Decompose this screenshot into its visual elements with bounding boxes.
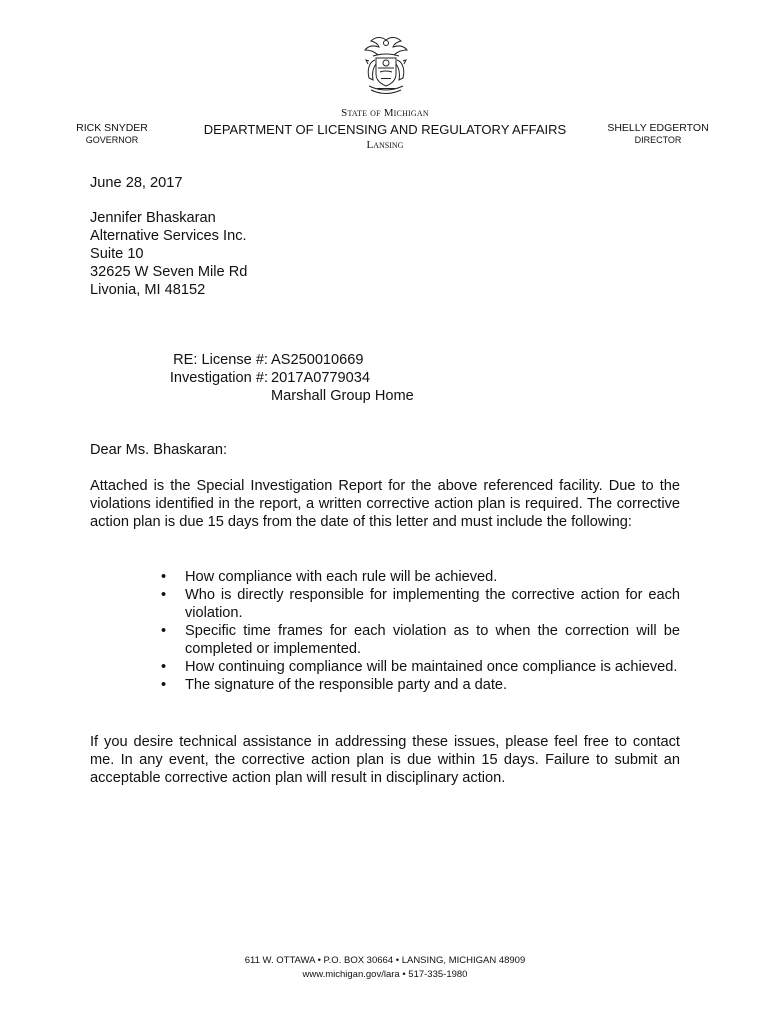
governor-title: GOVERNOR <box>85 135 139 145</box>
list-item <box>158 568 680 586</box>
body-paragraph-1: Attached is the Special Investigation Report for the above referenced facility. Due to the violations identified in the report, a written corrective action plan is required. The corrective action plan is due 15 days from the date of this letter and must include the following: <box>90 478 680 530</box>
director-block <box>604 122 712 145</box>
letterhead-department: DEPARTMENT OF LICENSING AND REGULATORY AFFAIRS <box>203 122 567 137</box>
footer-address: 611 W. OTTAWA • P.O. BOX 30664 • LANSING, MICHIGAN 48909 <box>244 955 526 966</box>
facility-name: Marshall Group Home <box>271 388 414 404</box>
governor-block <box>70 122 154 145</box>
letterhead-state: State of Michigan <box>341 107 429 119</box>
list-item <box>158 586 680 622</box>
facility-label-spacer <box>138 387 268 405</box>
requirements-list <box>158 568 680 694</box>
recipient-name: Jennifer Bhaskaran <box>90 210 216 226</box>
investigation-number: 2017A0779034 <box>271 370 371 386</box>
list-item-text: How compliance with each rule will be achieved. <box>185 569 498 585</box>
recipient-address <box>90 209 247 299</box>
bullet-icon: • <box>161 569 167 585</box>
list-item-text: Who is directly responsible for implementing the corrective action for each violation. <box>185 587 680 621</box>
recipient-street: 32625 W Seven Mile Rd <box>90 264 248 280</box>
reference-block <box>138 351 414 405</box>
director-name: SHELLY EDGERTON <box>607 122 709 134</box>
salutation: Dear Ms. Bhaskaran: <box>90 442 228 458</box>
recipient-suite: Suite 10 <box>90 246 144 262</box>
letter-date: June 28, 2017 <box>90 175 183 191</box>
list-item <box>158 622 680 658</box>
license-number: AS250010669 <box>271 352 364 368</box>
letterhead-city: Lansing <box>366 139 404 151</box>
bullet-icon: • <box>161 623 167 639</box>
bullet-icon: • <box>161 677 167 693</box>
governor-name: RICK SNYDER <box>76 122 148 134</box>
recipient-company: Alternative Services Inc. <box>90 228 247 244</box>
list-item <box>158 676 680 694</box>
director-title: DIRECTOR <box>634 135 682 145</box>
list-item-text: Specific time frames for each violation as to when the correction will be completed or implemented. <box>185 623 680 657</box>
footer-contact: www.michigan.gov/lara • 517-335-1980 <box>302 969 468 980</box>
list-item <box>158 658 680 676</box>
list-item-text: How continuing compliance will be maintained once compliance is achieved. <box>185 659 678 675</box>
list-item-text: The signature of the responsible party and a date. <box>185 677 508 693</box>
investigation-label: Investigation #: <box>169 370 268 386</box>
recipient-city-state-zip: Livonia, MI 48152 <box>90 282 206 298</box>
body-paragraph-2: If you desire technical assistance in addressing these issues, please feel free to contact me. In any event, the corrective action plan is due within 15 days. Failure to submit an acceptable corrective action plan will result in disciplinary action. <box>90 734 680 786</box>
license-label: RE: License #: <box>173 352 268 368</box>
state-seal-icon <box>357 34 415 98</box>
bullet-icon: • <box>161 659 167 675</box>
bullet-icon: • <box>161 587 167 603</box>
